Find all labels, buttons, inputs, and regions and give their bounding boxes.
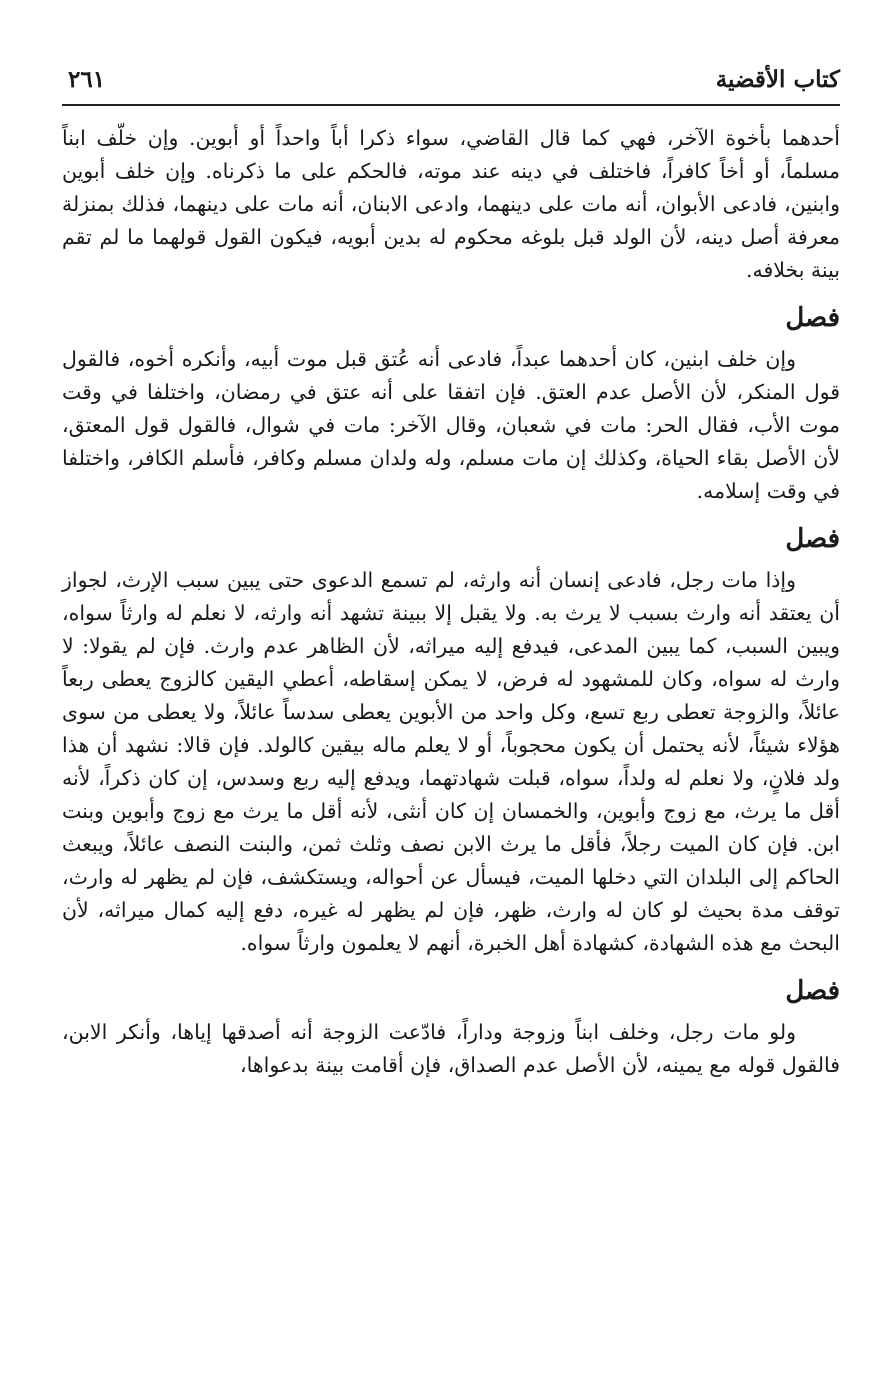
section-heading: فصل	[785, 303, 840, 333]
section-heading: فصل	[785, 976, 840, 1006]
book-page	[62, 60, 840, 1350]
paragraph: أحدهما بأخوة الآخر، فهي كما قال القاضي، سواء ذكرا أباً واحداً أو أبوين. وإن خلّف ابناً مسلماً، أو أخاً كافراً، فاختلف في دينه عند موته، فالحكم على ما ذكرناه. وإن خلف أبوين وابنين، فادعى الأبوان، أنه مات على دينهما، وادعى الابنان، أنه مات على دينهما، فذلك بمنزلة معرفة أصل دينه، لأن الولد قبل بلوغه محكوم له بدين أبويه، فيكون القول قولهما ما لم تقم بينة بخلافه.	[62, 126, 840, 282]
section-heading: فصل	[785, 524, 840, 554]
paragraph: وإذا مات رجل، فادعى إنسان أنه وارثه، لم تسمع الدعوى حتى يبين سبب الإرث، لجواز أن يعتقد أنه وارث بسبب لا يرث به. ولا يقبل إلا ببينة تشهد أنه وارثه، لا نعلم له وارثاً سواه، ويبين السبب، كما يبين المدعى، فيدفع إليه ميراثه، لأن الظاهر عدم وارث. فإن لم يقولا: لا وارث له سواه، وكان للمشهود له فرض، لا يمكن إسقاطه، أعطي اليقين كالزوج يعطى ربعاً عائلاً، والزوجة تعطى ربع تسع، وكل واحد من الأبوين يعطى سدساً عائلاً، ولا يعطى من سوى هؤلاء شيئاً، لأنه يحتمل أن يكون محجوباً، أو لا يعلم ماله بيقين كالولد. فإن قالا: نشهد أن هذا ولد فلانٍ، ولا نعلم له ولداً، سواه، قبلت شهادتهما، ويدفع إليه ربع وسدس، إن كان ذكراً، لأنه أقل ما يرث، مع زوج وأبوين، والخمسان إن كان أنثى، لأنه أقل ما يرث مع زوج وأبوين وبنت ابن. فإن كان الميت رجلاً، فأقل ما يرث الابن نصف وثلث ثمن، والبنت النصف عائلاً، ويبعث الحاكم إلى البلدان التي دخلها الميت، فيسأل عن أحواله، ويستكشف، فإن لم يظهر له وارث، توقف مدة بحيث لو كان له وارث، ظهر، فإن لم يظهر له غيره، دفع إليه كمال ميراثه، لأن البحث مع هذه الشهادة، كشهادة أهل الخبرة، أنهم لا يعلمون وارثاً سواه.	[62, 568, 840, 955]
book-title: كتاب الأقضية	[715, 66, 840, 93]
page-number: ٢٦١	[68, 66, 106, 93]
paragraph: وإن خلف ابنين، كان أحدهما عبداً، فادعى أنه عُتق قبل موت أبيه، وأنكره أخوه، فالقول قول المنكر، لأن الأصل عدم العتق. فإن اتفقا على أنه عتق في رمضان، واختلفا في وقت موت الأب، فقال الحر: مات في شعبان، وقال الآخر: مات في شوال، فالقول قول المعتق، لأن الأصل بقاء الحياة، وكذلك إن مات مسلم، وله ولدان مسلم وكافر، فأسلم الكافر، واختلفا في وقت إسلامه.	[62, 347, 840, 503]
paragraph: ولو مات رجل، وخلف ابناً وزوجة وداراً، فادّعت الزوجة أنه أصدقها إياها، وأنكر الابن، فالقول قوله مع يمينه، لأن الأصل عدم الصداق، فإن أقامت بينة بدعواها،	[62, 1020, 840, 1077]
page-body	[62, 122, 840, 1082]
running-header	[62, 60, 840, 106]
